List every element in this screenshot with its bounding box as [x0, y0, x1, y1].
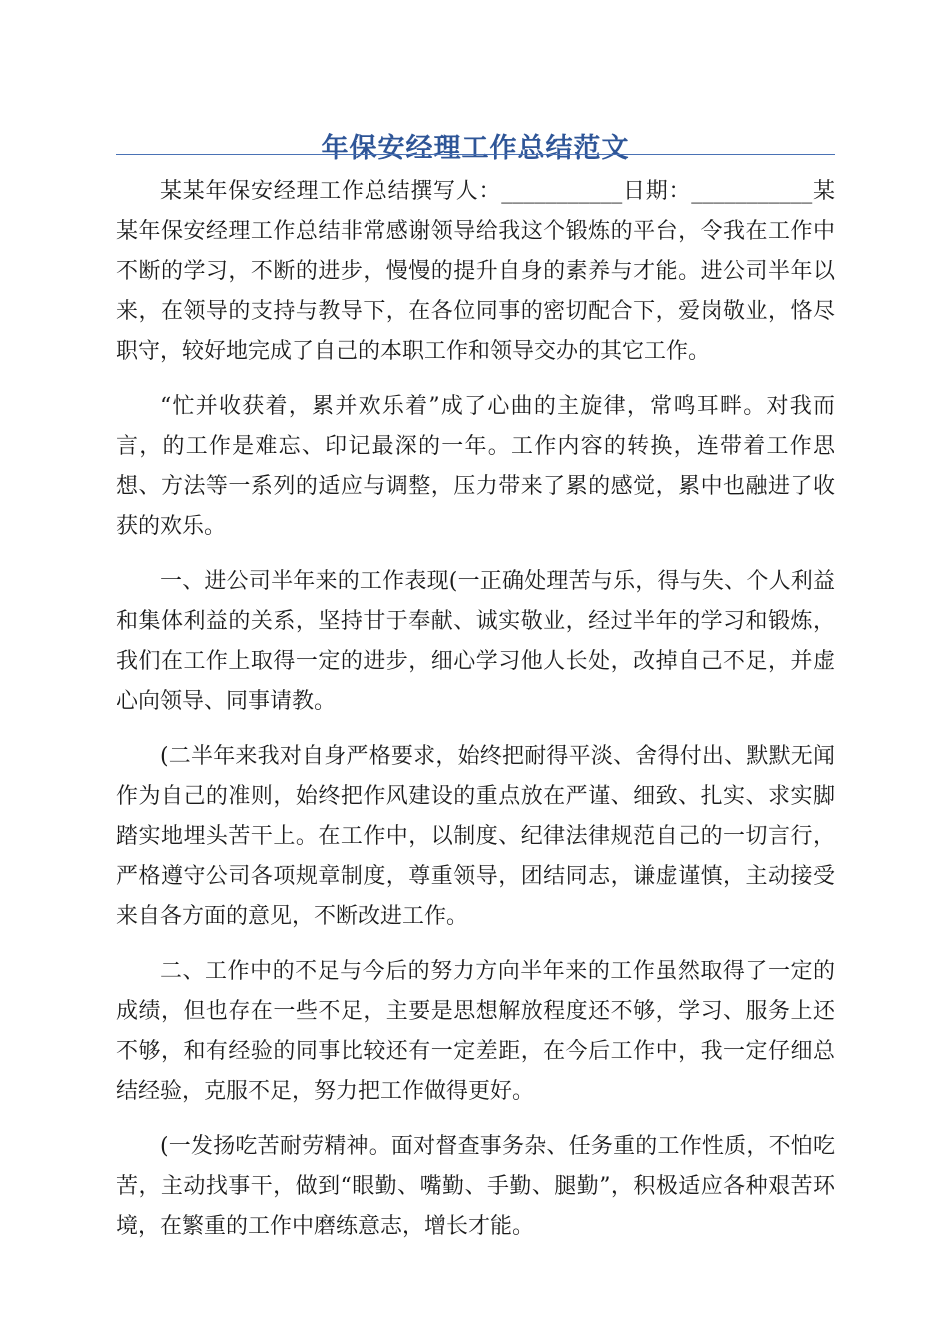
paragraph-1: 某某年保安经理工作总结撰写人：___________日期：___________某某年保安经理工作总结非常感谢领导给我这个锻炼的平台，令我在工作中不断的学习，不断的进步，慢慢的提升自身的素养与才能。进公司半年以来，在领导的支持与教导下，在各位同事的密切配合下，爱岗敬业，恪尽职守，较好地完成了自己的本职工作和领导交办的其它工作。 [116, 179, 835, 364]
paragraph-6: (一发扬吃苦耐劳精神。面对督查事务杂、任务重的工作性质，不怕吃苦，主动找事干，做到“眼勤、嘴勤、手勤、腿勤”，积极适应各种艰苦环境，在繁重的工作中磨练意志，增长才能。 [116, 1134, 835, 1239]
document-body [116, 172, 835, 1262]
paragraph-4: (二半年来我对自身严格要求，始终把耐得平淡、舍得付出、默默无闻作为自己的准则，始终把作风建设的重点放在严谨、细致、扎实、求实脚踏实地埋头苦干上。在工作中，以制度、纪律法律规范自己的一切言行，严格遵守公司各项规章制度，尊重领导，团结同志，谦虚谨慎，主动接受来自各方面的意见，不断改进工作。 [116, 744, 835, 929]
document-title: 年保安经理工作总结范文 [321, 133, 630, 165]
paragraph-5: 二、工作中的不足与今后的努力方向半年来的工作虽然取得了一定的成绩，但也存在一些不足，主要是思想解放程度还不够，学习、服务上还不够，和有经验的同事比较还有一定差距，在今后工作中，我一定仔细总结经验，克服不足，努力把工作做得更好。 [116, 959, 835, 1104]
paragraph-3: 一、进公司半年来的工作表现(一正确处理苦与乐，得与失、个人利益和集体利益的关系，坚持甘于奉献、诚实敬业，经过半年的学习和锻炼，我们在工作上取得一定的进步，细心学习他人长处，改掉自己不足，并虚心向领导、同事请教。 [116, 569, 835, 714]
paragraph-2: “忙并收获着，累并欢乐着”成了心曲的主旋律，常鸣耳畔。对我而言，的工作是难忘、印记最深的一年。工作内容的转换，连带着工作思想、方法等一系列的适应与调整，压力带来了累的感觉，累中也融进了收获的欢乐。 [116, 394, 835, 539]
title-underline [116, 154, 835, 155]
